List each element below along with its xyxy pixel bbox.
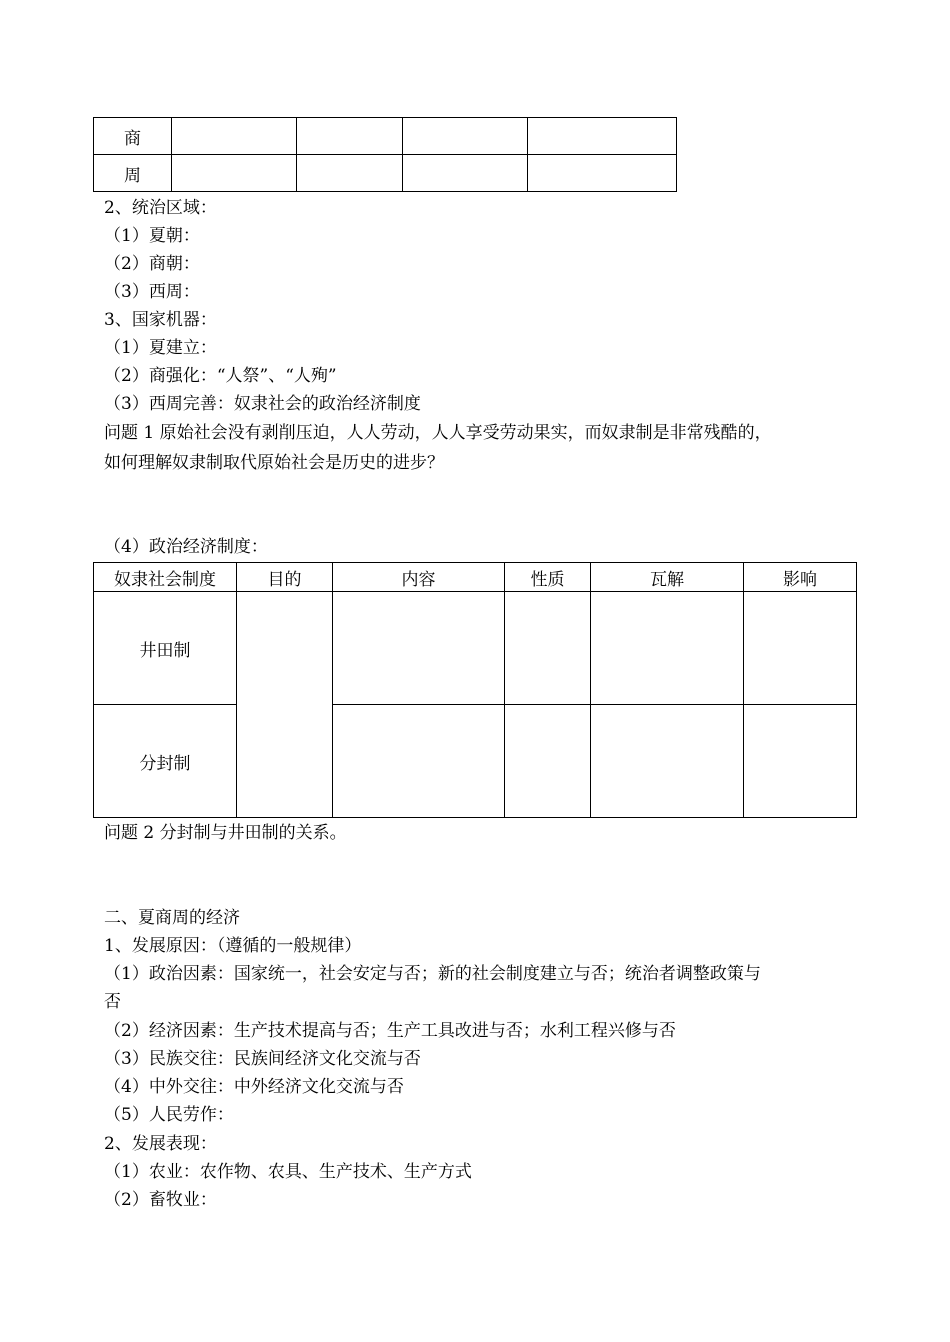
header-nature: 性质 (505, 563, 591, 592)
header-collapse: 瓦解 (591, 563, 744, 592)
header-content: 内容 (333, 563, 505, 592)
cause-political-line-2: 否 (104, 992, 121, 1012)
causes-heading: 1、发展原因：（遵循的一般规律） (104, 936, 362, 956)
political-economic-system-heading: （4）政治经济制度： (104, 537, 268, 557)
performance-husbandry: （2）畜牧业： (104, 1190, 217, 1210)
table-cell (744, 592, 857, 705)
system-table (93, 562, 857, 818)
table-cell (528, 118, 677, 155)
table-row (94, 705, 857, 818)
cause-political-line-1: （1）政治因素：国家统一，社会安定与否；新的社会制度建立与否；统治者调整政策与 (104, 964, 761, 984)
table-cell (333, 705, 505, 818)
question-1-line-1: 问题 1 原始社会没有剥削压迫，人人劳动，人人享受劳动果实，而奴隶制是非常残酷的， (104, 423, 772, 443)
table-cell (744, 705, 857, 818)
performance-agriculture: （1）农业：农作物、农具、生产技术、生产方式 (104, 1162, 472, 1182)
table-cell (403, 118, 528, 155)
question-1-line-2: 如何理解奴隶制取代原始社会是历史的进步？ (104, 453, 444, 473)
ruling-area-xizhou: （3）西周： (104, 282, 200, 302)
question-2: 问题 2 分封制与井田制的关系。 (104, 823, 347, 843)
table-header-row (94, 563, 857, 592)
header-system: 奴隶社会制度 (94, 563, 237, 592)
table-cell (505, 592, 591, 705)
row-label-zhou: 周 (94, 155, 172, 192)
table-cell (591, 705, 744, 818)
table-cell (403, 155, 528, 192)
table-cell (505, 705, 591, 818)
state-apparatus-xia: （1）夏建立： (104, 338, 217, 358)
purpose-cell (237, 592, 333, 818)
cause-ethnic: （3）民族交往：民族间经济文化交流与否 (104, 1049, 421, 1069)
ruling-area-shang: （2）商朝： (104, 254, 200, 274)
table-cell (297, 155, 403, 192)
table-row (94, 155, 677, 192)
section-2-title: 二、夏商周的经济 (104, 908, 240, 928)
cause-labor: （5）人民劳作： (104, 1105, 234, 1125)
table-cell (172, 155, 297, 192)
table-row (94, 118, 677, 155)
state-apparatus-xizhou: （3）西周完善：奴隶社会的政治经济制度 (104, 394, 421, 414)
row-label-fenfeng: 分封制 (94, 705, 237, 818)
table-cell (297, 118, 403, 155)
table-cell (333, 592, 505, 705)
table-cell (528, 155, 677, 192)
dynasty-table (93, 117, 677, 192)
row-label-shang: 商 (94, 118, 172, 155)
table-cell (591, 592, 744, 705)
ruling-area-xia: （1）夏朝： (104, 226, 200, 246)
ruling-area-heading: 2、统治区域： (104, 198, 217, 218)
row-label-jingtian: 井田制 (94, 592, 237, 705)
cause-foreign: （4）中外交往：中外经济文化交流与否 (104, 1077, 404, 1097)
cause-economic: （2）经济因素：生产技术提高与否；生产工具改进与否；水利工程兴修与否 (104, 1021, 676, 1041)
state-apparatus-shang: （2）商强化：“人祭”、“人殉” (104, 366, 337, 386)
performance-heading: 2、发展表现： (104, 1134, 217, 1154)
table-cell (172, 118, 297, 155)
state-apparatus-heading: 3、国家机器： (104, 310, 217, 330)
header-purpose: 目的 (237, 563, 333, 592)
header-influence: 影响 (744, 563, 857, 592)
table-row (94, 592, 857, 705)
